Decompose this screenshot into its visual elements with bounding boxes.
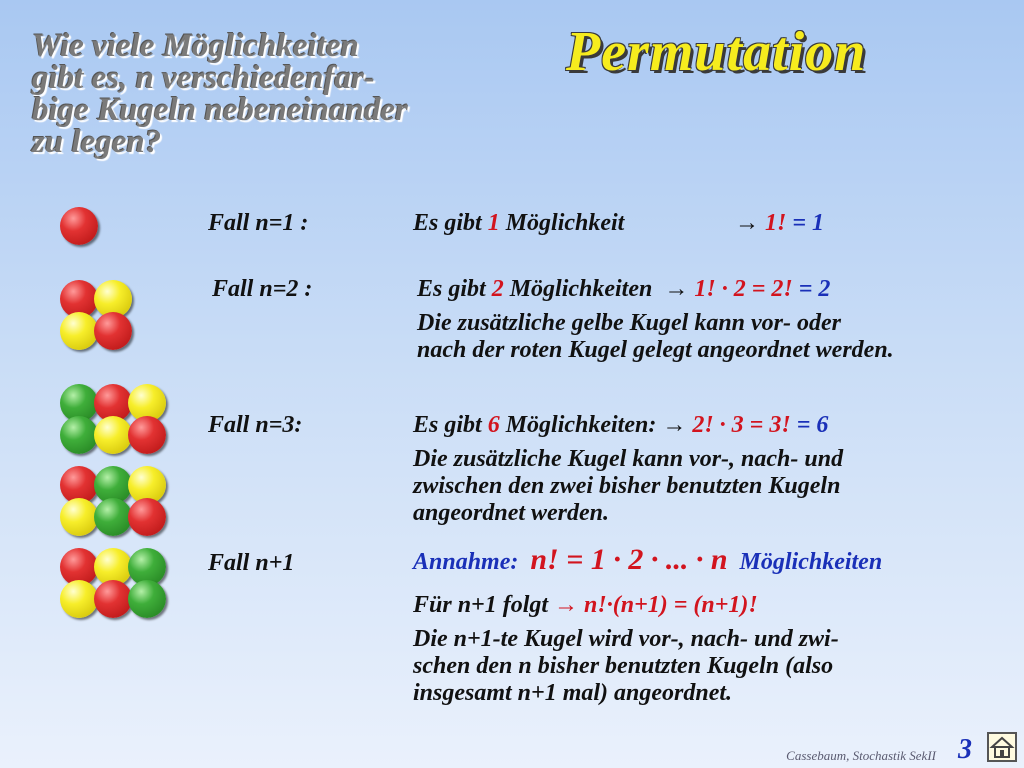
case2-statement: Es gibt 2 Möglichkeiten → 1! · 2 = 2! = 2 (417, 276, 831, 302)
case4-label: Fall n+1 (208, 550, 295, 576)
ball-red (128, 498, 166, 536)
case4-assumption: Annahme: n! = 1 · 2 · ... · n Möglichkeiten (413, 543, 883, 576)
question-line: bige Kugeln nebeneinander (32, 92, 408, 128)
question-line: zu legen? (32, 124, 162, 160)
case1-formula: → 1! = 1 (735, 210, 825, 236)
footer-credit: Cassebaum, Stochastik SekII (786, 748, 936, 763)
case4-description: Die n+1-te Kugel wird vor-, nach- und zwi- schen den n bisher benutzten Kugeln (also insgesamt n+1 mal) angeordnet. (413, 626, 839, 706)
case2-description: Die zusätzliche gelbe Kugel kann vor- oder nach der roten Kugel gelegt angeordnet werden. (417, 310, 894, 363)
question-line: Wie viele Möglichkeiten (32, 28, 359, 64)
ball-red (128, 416, 166, 454)
case1-statement: Es gibt 1 Möglichkeit (413, 210, 625, 236)
home-icon-graphic (989, 734, 1015, 760)
home-icon[interactable] (987, 732, 1017, 762)
ball-red (60, 207, 98, 245)
case1-label: Fall n=1 : (208, 210, 309, 236)
ball-green (60, 416, 98, 454)
ball-yellow (60, 580, 98, 618)
ball-red (94, 312, 132, 350)
ball-yellow (60, 498, 98, 536)
case3-label: Fall n=3: (208, 412, 303, 438)
case2-label: Fall n=2 : (212, 276, 313, 302)
question-heading (32, 30, 522, 158)
case4-follow: Für n+1 folgt → n!·(n+1) = (n+1)! (413, 592, 758, 618)
page-number: 3 (958, 734, 972, 765)
case3-description: Die zusätzliche Kugel kann vor-, nach- und zwischen den zwei bisher benutzten Kugeln angeordnet werden. (413, 446, 844, 526)
ball-red (94, 580, 132, 618)
ball-green (128, 580, 166, 618)
question-line: gibt es, n verschiedenfar- (32, 60, 375, 96)
case3-statement: Es gibt 6 Möglichkeiten: → 2! · 3 = 3! = 6 (413, 412, 829, 438)
ball-yellow (60, 312, 98, 350)
page-title: Permutation (566, 21, 867, 83)
ball-yellow (94, 416, 132, 454)
ball-green (94, 498, 132, 536)
